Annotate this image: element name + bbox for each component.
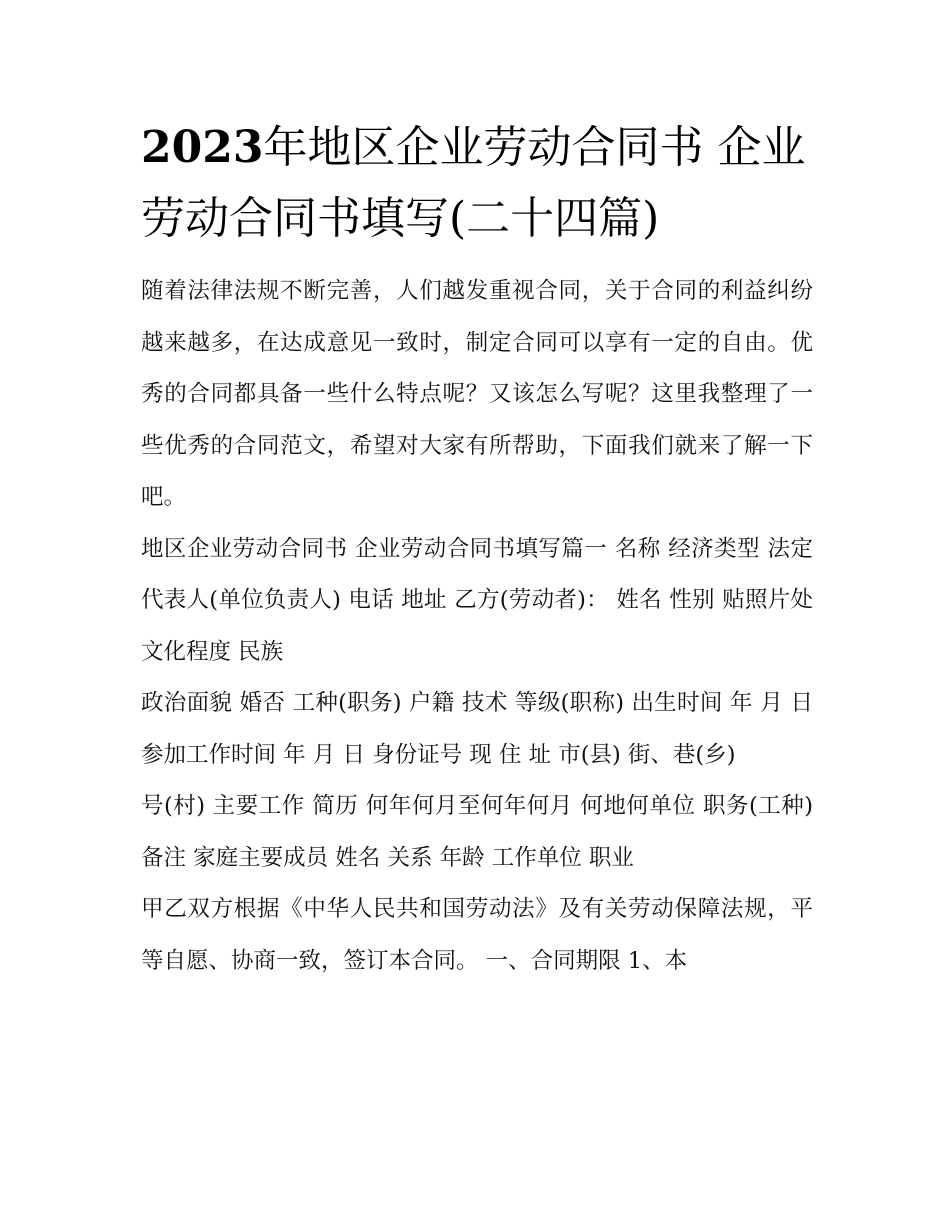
document-page bbox=[141, 112, 813, 987]
body-paragraph: 地区企业劳动合同书 企业劳动合同书填写篇一 名称 经济类型 法定代表人(单位负责人) 电话 地址 乙方(劳动者)： 姓名 性别 贴照片处 文化程度 民族 bbox=[141, 535, 813, 665]
document-title bbox=[141, 112, 813, 254]
body-paragraph: 甲乙双方根据《中华人民共和国劳动法》及有关劳动保障法规，平等自愿、协商一致，签订本合同。 一、合同期限 1、本 bbox=[141, 896, 813, 974]
title-year: 2023 bbox=[141, 122, 264, 173]
intro-paragraph: 随着法律法规不断完善，人们越发重视合同，关于合同的利益纠纷越来越多，在达成意见一致时，制定合同可以享有一定的自由。优秀的合同都具备一些什么特点呢？又该怎么写呢？这里我整理了一些优秀的合同范文，希望对大家有所帮助，下面我们就来了解一下吧。 bbox=[141, 278, 813, 510]
body-paragraph: 号(村) 主要工作 简历 何年何月至何年何月 何地何单位 职务(工种) 备注 家庭主要成员 姓名 关系 年龄 工作单位 职业 bbox=[141, 793, 813, 871]
title-text: 年地区企业劳动合同书 企业劳动合同书填写(二十四篇) bbox=[141, 122, 806, 244]
body-paragraph: 政治面貌 婚否 工种(职务) 户籍 技术 等级(职称) 出生时间 年 月 日 参加工作时间 年 月 日 身份证号 现 住 址 市(县) 街、巷(乡) bbox=[141, 690, 813, 768]
